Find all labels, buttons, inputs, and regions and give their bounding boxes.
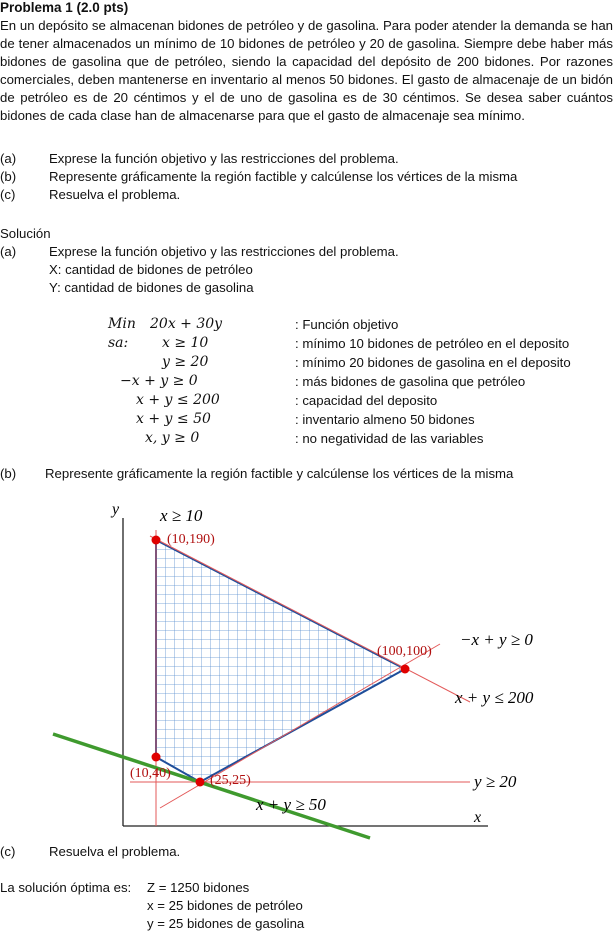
part-c-label: (c) [0, 187, 16, 202]
solution-c-label: (c) [0, 844, 16, 859]
x-axis-label: x [474, 809, 482, 826]
label-x-plus-y-ge-50: x + y ≥ 50 [256, 795, 326, 814]
constraint-y-min-note: : mínimo 20 bidones de gasolina en el deposito [295, 355, 571, 370]
constraint-x-min: x ≥ 10 [162, 335, 209, 351]
vertex-label-100-100: (100,100) [377, 644, 432, 659]
label-y-ge-20: y ≥ 20 [474, 772, 517, 791]
constraint-nonnegativity: x, y ≥ 0 [145, 430, 200, 446]
objective-note: : Función objetivo [295, 317, 399, 332]
constraint-y-ge-x-note: : más bidones de gasolina que petróleo [295, 374, 526, 389]
solution-a-text: Exprese la función objetivo y las restricciones del problema. [49, 244, 399, 259]
model-min-label: Min [108, 316, 136, 332]
problem-statement: En un depósito se almacenan bidones de petróleo y de gasolina. Para poder atender la demanda se han de tener almacenados un mínimo de 10 bidones de petróleo y 20 de gasolina. Siempre debe haber más bidones de gasolina que de petróleo, siendo la capacidad del depósito de 200 bidones. Por razones comerciales, deben mantenerse en inventario al menos 50 bidones. El gasto de almacenaje de un bidón de petróleo es de 20 céntimos y el de uno de gasolina es de 30 céntimos. Se desea saber cuántos bidones de cada clase han de almacenarse para que el gasto de almacenaje sea mínimo. [0, 18, 613, 123]
vertex-25-25 [196, 778, 205, 787]
model-sa-label: sa: [108, 335, 129, 351]
optimal-x: x = 25 bidones de petróleo [147, 898, 303, 913]
part-a-text: Exprese la función objetivo y las restricciones del problema. [49, 151, 399, 166]
optimal-intro: La solución óptima es: [0, 880, 132, 895]
feasible-region [156, 540, 405, 782]
solution-a-label: (a) [0, 244, 17, 259]
constraint-y-min: y ≥ 20 [162, 354, 209, 370]
label-x-plus-y-le-200: x + y ≤ 200 [455, 688, 534, 707]
optimal-z: Z = 1250 bidones [147, 880, 250, 895]
vertex-label-10-190: (10,190) [167, 532, 215, 547]
constraint-y-ge-x: −x + y ≥ 0 [120, 373, 198, 389]
part-c-text: Resuelva el problema. [49, 187, 181, 202]
part-b-text: Represente gráficamente la región factible y calcúlense los vértices de la misma [49, 169, 518, 184]
part-a-label: (a) [0, 151, 17, 166]
vertex-100-100 [401, 665, 410, 674]
vertex-10-40 [152, 753, 161, 762]
constraint-inventory-note: : inventario almeno 50 bidones [295, 412, 475, 427]
constraint-inventory: x + y ≤ 50 [136, 411, 211, 427]
solution-b-label: (b) [0, 466, 17, 481]
vertex-10-190 [152, 536, 161, 545]
variable-x-definition: X: cantidad de bidones de petróleo [49, 262, 253, 277]
vertex-label-25-25: (25,25) [210, 773, 251, 788]
optimal-y: y = 25 bidones de gasolina [147, 916, 305, 931]
variable-y-definition: Y: cantidad de bidones de gasolina [49, 280, 254, 295]
label-neg-x-plus-y: −x + y ≥ 0 [460, 630, 533, 649]
vertex-label-10-40: (10,40) [130, 766, 171, 781]
constraint-x-min-note: : mínimo 10 bidones de petróleo en el deposito [295, 336, 570, 351]
part-b-label: (b) [0, 169, 17, 184]
solution-c-text: Resuelva el problema. [49, 844, 181, 859]
feasible-region-graph [0, 490, 613, 845]
objective-function: 20x + 30y [150, 316, 223, 332]
problem-title: Problema 1 (2.0 pts) [0, 0, 129, 15]
constraint-nonnegativity-note: : no negatividad de las variables [295, 431, 484, 446]
solution-heading: Solución [0, 226, 51, 241]
label-x-ge-10: x ≥ 10 [160, 506, 203, 525]
constraint-capacity: x + y ≤ 200 [136, 392, 220, 408]
y-axis-label: y [112, 501, 120, 518]
solution-b-text: Represente gráficamente la región factible y calcúlense los vértices de la misma [45, 466, 514, 481]
constraint-capacity-note: : capacidad del deposito [295, 393, 438, 408]
